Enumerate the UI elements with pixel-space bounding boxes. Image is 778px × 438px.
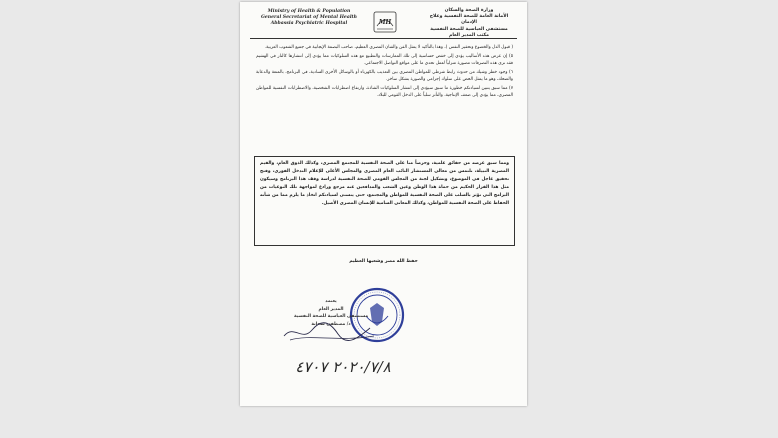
logo-text: MH xyxy=(378,19,392,26)
header-line: وزارة الصحة والسكان xyxy=(444,8,494,13)
header-line: Abbassia Psychiatric Hospital xyxy=(270,21,348,27)
boxed-request: ومما سبق عرضه من حقائق علمية، وحرصاً منا على الصحة النفسية للمجتمع المصري، وكذلك الذوق العام، والقيم المصرية النبيلة، نلتمس من معالي المستشار النائب العام المصري والمجلس الأعلى للإعلام التدخل الفوري، وفتح تحقيق عاجل في الموضوع، وتشكيل لجنة من المجلس القومي للصحة النفسية لدراسة وقف هذا البرنامج وسيكون مثل هذا القرار الحكيم من حماة هذا الوطن وعين الشعب والمدافعين عنه مرجع ورادع لمواجهة تلك النوعيات من البرامج التي تؤثر بالسلب على الصحة النفسية للمواطن والمجتمع، حتى يتسنى لسيادتكم اتخاذ ما يلزم مما من شأنه الحفاظ على الصحة النفسية للمواطن، وكذلك المعاني السامية للإنسان المصري الأصيل. xyxy=(254,156,515,246)
letter-body xyxy=(256,44,513,101)
header-divider xyxy=(250,38,517,39)
header-line: Ministry of Health & Population xyxy=(267,9,351,14)
handwritten-text: ٢٠٢٠/٧/٨ ٤٧٠٧ xyxy=(295,358,391,376)
paragraph: ٧) مما سبق يتبين لسيادتكم خطورة ما سبق سيؤدي إلى انتشار السلوكيات الشاذة، وارتفاع اضطرابات الشخصية، والاضطرابات النفسية للمواطن المصري، مما يؤدي إلى ضعف الإنتاجية، والتأثر سلباً على الدخل القومي للبلاد. xyxy=(256,86,513,98)
paragraph: ٥) إن عرض هذه الأساليب يؤدي إلى خفض حساسية إلى تلك الممارسات والتطبيع مع هذه السلوكيات مما يؤدي إلى انتشارها كالنار في الهشيم فقد نرى هذه التصرفات مصورة منزلياً لعمل تحدي ما على مواقع التواصل الاجتماعي. xyxy=(256,54,513,66)
signature-scribble xyxy=(280,320,380,344)
header-english xyxy=(254,9,364,28)
hospital-logo-icon xyxy=(373,11,397,33)
signature-line: د/ مصطفى شحاتة xyxy=(311,321,351,327)
header-line: مكتب المدير العام xyxy=(448,32,490,38)
paragraph: ٦) وجود خطر وشيك من حدوث رابط شرطي للمواطن المصري بين التعذيب بالكهرباء أو بالوسائل الأخرى السادية، في البرنامج، بالمتعة والدعابة والضحك، وهو ما يمثل الحض على سلوك إجرامي والصورة بشكل ساخر. xyxy=(256,70,513,82)
signature-line: المدير العام xyxy=(318,306,344,312)
closing-line: حفظ الله مصر وشعبها العظيم xyxy=(349,259,418,264)
signature-line: مستشفى العباسية للصحة النفسية xyxy=(293,314,369,320)
header-line: مستشفى العباسية للصحة النفسية xyxy=(430,26,508,32)
header-line: General Secretariat of Mental Health xyxy=(260,15,358,21)
paragraph: ( قبول الذل والخضوع وتحقير النفس )، وهذا بالتأكيد لا يمثل الفن والفنان المصري العظيم، صاحب البصمة الإيجابية في جميع الشعوب العربية. xyxy=(264,45,513,50)
document-page xyxy=(240,2,527,406)
header-arabic xyxy=(423,8,515,39)
handwritten-reference xyxy=(288,352,398,382)
header-line: الأمانة العامة للصحة النفسية وعلاج الإدمان xyxy=(429,14,509,26)
signature-line: يعتمد xyxy=(325,299,337,304)
